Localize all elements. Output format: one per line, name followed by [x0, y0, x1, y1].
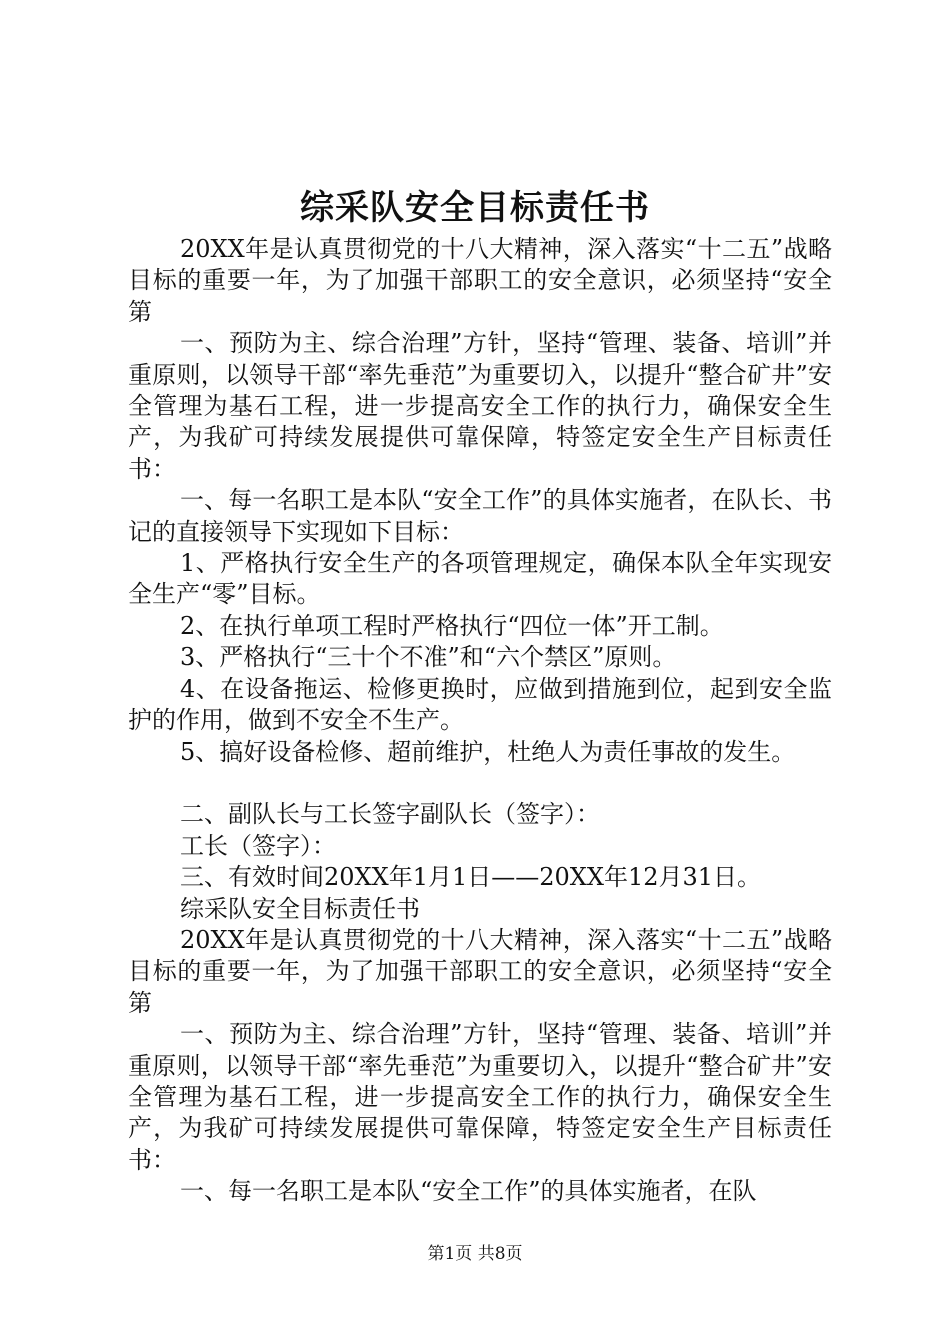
paragraph-item-4: 4、在设备拖运、检修更换时，应做到措施到位，起到安全监护的作用，做到不安全不生产。 — [128, 674, 832, 735]
paragraph-item-5: 5、搞好设备检修、超前维护，杜绝人为责任事故的发生。 — [180, 737, 796, 766]
document-title: 综采队安全目标责任书 — [300, 188, 650, 228]
paragraph-intro-repeat: 20XX年是认真贯彻党的十八大精神，深入落实“十二五”战略目标的重要一年，为了加强干部职工的安全意识，必须坚持“安全第 — [128, 925, 832, 1017]
document-body — [128, 234, 832, 1208]
paragraph-item-1: 1、严格执行安全生产的各项管理规定，确保本队全年实现安全生产“零”目标。 — [128, 549, 832, 609]
paragraph-signature-deputy: 二、副队长与工长签字副队长（签字）： — [180, 800, 600, 829]
blank-line — [128, 768, 832, 799]
paragraph-section-one: 一、每一名职工是本队“安全工作”的具体实施者，在队长、书记的直接领导下实现如下目标： — [128, 486, 832, 546]
paragraph-validity: 三、有效时间20XX年1月1日——20XX年12月31日。 — [180, 863, 762, 892]
paragraph-principle-repeat: 一、预防为主、综合治理”方针，坚持“管理、装备、培训”并重原则，以领导干部“率先垂范”为重要切入，以提升“整合矿井”安全管理为基石工程，进一步提高安全工作的执行力，确保安全生产，为我矿可持续发展提供可靠保障，特签定安全生产目标责任书： — [128, 1020, 832, 1174]
paragraph-repeat-title: 综采队安全目标责任书 — [180, 894, 420, 923]
paragraph-intro: 20XX年是认真贯彻党的十八大精神，深入落实“十二五”战略目标的重要一年，为了加强干部职工的安全意识，必须坚持“安全第 — [128, 235, 832, 326]
page-number-footer: 第1页 共8页 — [427, 1244, 523, 1264]
paragraph-signature-foreman: 工长（签字）： — [180, 831, 336, 860]
paragraph-section-one-repeat: 一、每一名职工是本队“安全工作”的具体实施者，在队 — [180, 1177, 757, 1206]
paragraph-item-3: 3、严格执行“三十个不准”和“六个禁区”原则。 — [180, 643, 677, 672]
paragraph-principle: 一、预防为主、综合治理”方针，坚持“管理、装备、培训”并重原则，以领导干部“率先垂范”为重要切入，以提升“整合矿井”安全管理为基石工程，进一步提高安全工作的执行力，确保安全生产，为我矿可持续发展提供可靠保障，特签定安全生产目标责任书： — [128, 329, 832, 483]
paragraph-item-2: 2、在执行单项工程时严格执行“四位一体”开工制。 — [180, 611, 724, 640]
